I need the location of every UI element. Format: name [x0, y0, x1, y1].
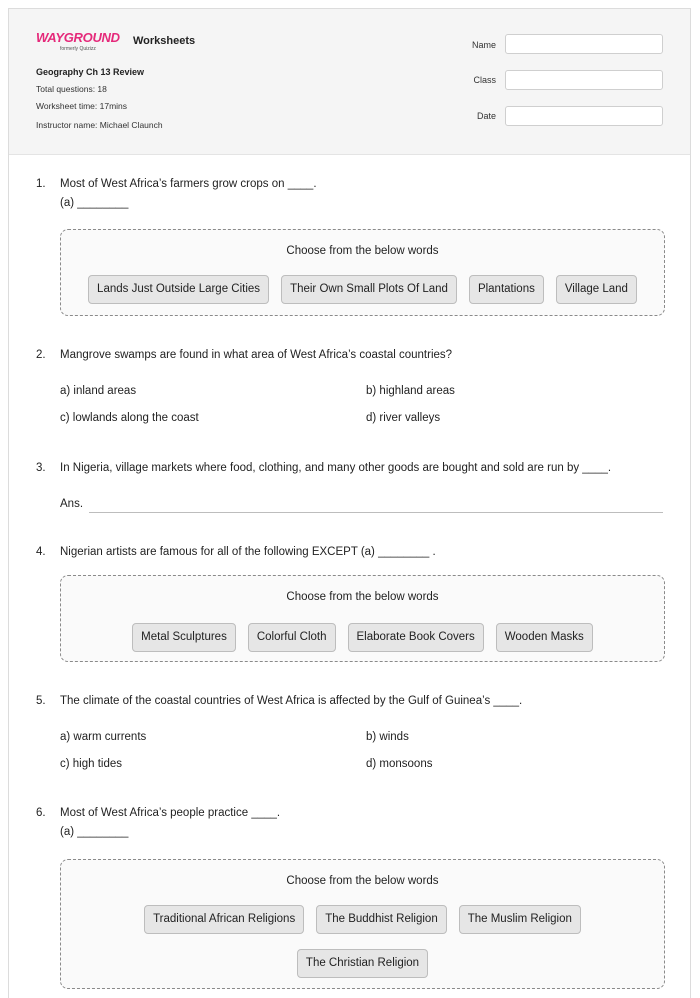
answer-blank[interactable]: (a) ________ — [60, 826, 129, 838]
name-label: Name — [471, 40, 496, 50]
word-bank-title: Choose from the below words — [286, 591, 439, 603]
class-field[interactable] — [505, 70, 663, 90]
question-number: 1. — [36, 178, 46, 190]
answer-label: Ans. — [60, 498, 84, 510]
word-chip[interactable]: Elaborate Book Covers — [348, 623, 484, 652]
option-b[interactable]: b) highland areas — [366, 385, 455, 397]
worksheet-header — [9, 9, 690, 155]
option-a[interactable]: a) warm currents — [60, 731, 147, 743]
word-chip[interactable]: Wooden Masks — [496, 623, 593, 652]
option-d[interactable]: d) river valleys — [366, 412, 441, 424]
question-number: 5. — [36, 695, 46, 707]
date-field[interactable] — [505, 106, 663, 126]
instructor-name: Instructor name: Michael Claunch — [36, 120, 163, 130]
logo-subtitle: formerly Quizizz — [60, 46, 96, 52]
question-text: In Nigeria, village markets where food, clothing, and many other goods are bought and sold are run by ____. — [60, 462, 612, 474]
question-text: Nigerian artists are famous for all of the following EXCEPT (a) ________ . — [60, 546, 436, 558]
word-bank — [60, 229, 665, 316]
word-chip[interactable]: Colorful Cloth — [248, 623, 336, 652]
option-c[interactable]: c) high tides — [60, 758, 123, 770]
logo-text: WAYGROUND — [36, 30, 120, 45]
question-number: 2. — [36, 349, 46, 361]
word-chip[interactable]: The Muslim Religion — [459, 905, 581, 934]
question-number: 4. — [36, 546, 46, 558]
answer-line[interactable] — [89, 499, 663, 513]
option-c[interactable]: c) lowlands along the coast — [60, 412, 199, 424]
word-bank — [60, 859, 665, 989]
brand-title: Worksheets — [133, 35, 196, 47]
total-questions: Total questions: 18 — [36, 84, 107, 94]
word-chip[interactable]: Plantations — [469, 275, 544, 304]
question-number: 6. — [36, 807, 46, 819]
answer-blank[interactable]: (a) ________ — [60, 197, 129, 209]
word-bank — [60, 575, 665, 662]
question-text: Most of West Africa’s farmers grow crops on ____. — [60, 178, 317, 190]
word-chip[interactable]: Village Land — [556, 275, 637, 304]
word-bank-title: Choose from the below words — [286, 245, 439, 257]
option-b[interactable]: b) winds — [366, 731, 409, 743]
worksheet-time: Worksheet time: 17mins — [36, 101, 128, 111]
word-chip[interactable]: The Christian Religion — [297, 949, 428, 978]
option-d[interactable]: d) monsoons — [366, 758, 433, 770]
word-chip[interactable]: Traditional African Religions — [144, 905, 304, 934]
option-a[interactable]: a) inland areas — [60, 385, 137, 397]
worksheet-page — [8, 8, 691, 998]
question-text: Most of West Africa’s people practice ____. — [60, 807, 281, 819]
worksheet-title: Geography Ch 13 Review — [36, 67, 145, 77]
word-chip[interactable]: Their Own Small Plots Of Land — [281, 275, 457, 304]
date-label: Date — [476, 111, 496, 121]
word-chip[interactable]: Lands Just Outside Large Cities — [88, 275, 269, 304]
brand-logo — [36, 29, 120, 52]
class-label: Class — [473, 75, 496, 85]
name-field[interactable] — [505, 34, 663, 54]
word-chip[interactable]: The Buddhist Religion — [316, 905, 447, 934]
question-text: The climate of the coastal countries of West Africa is affected by the Gulf of Guinea’s ____. — [60, 695, 523, 707]
word-bank-title: Choose from the below words — [286, 875, 439, 887]
question-number: 3. — [36, 462, 46, 474]
question-text: Mangrove swamps are found in what area of West Africa’s coastal countries? — [60, 349, 453, 361]
word-chip[interactable]: Metal Sculptures — [132, 623, 236, 652]
